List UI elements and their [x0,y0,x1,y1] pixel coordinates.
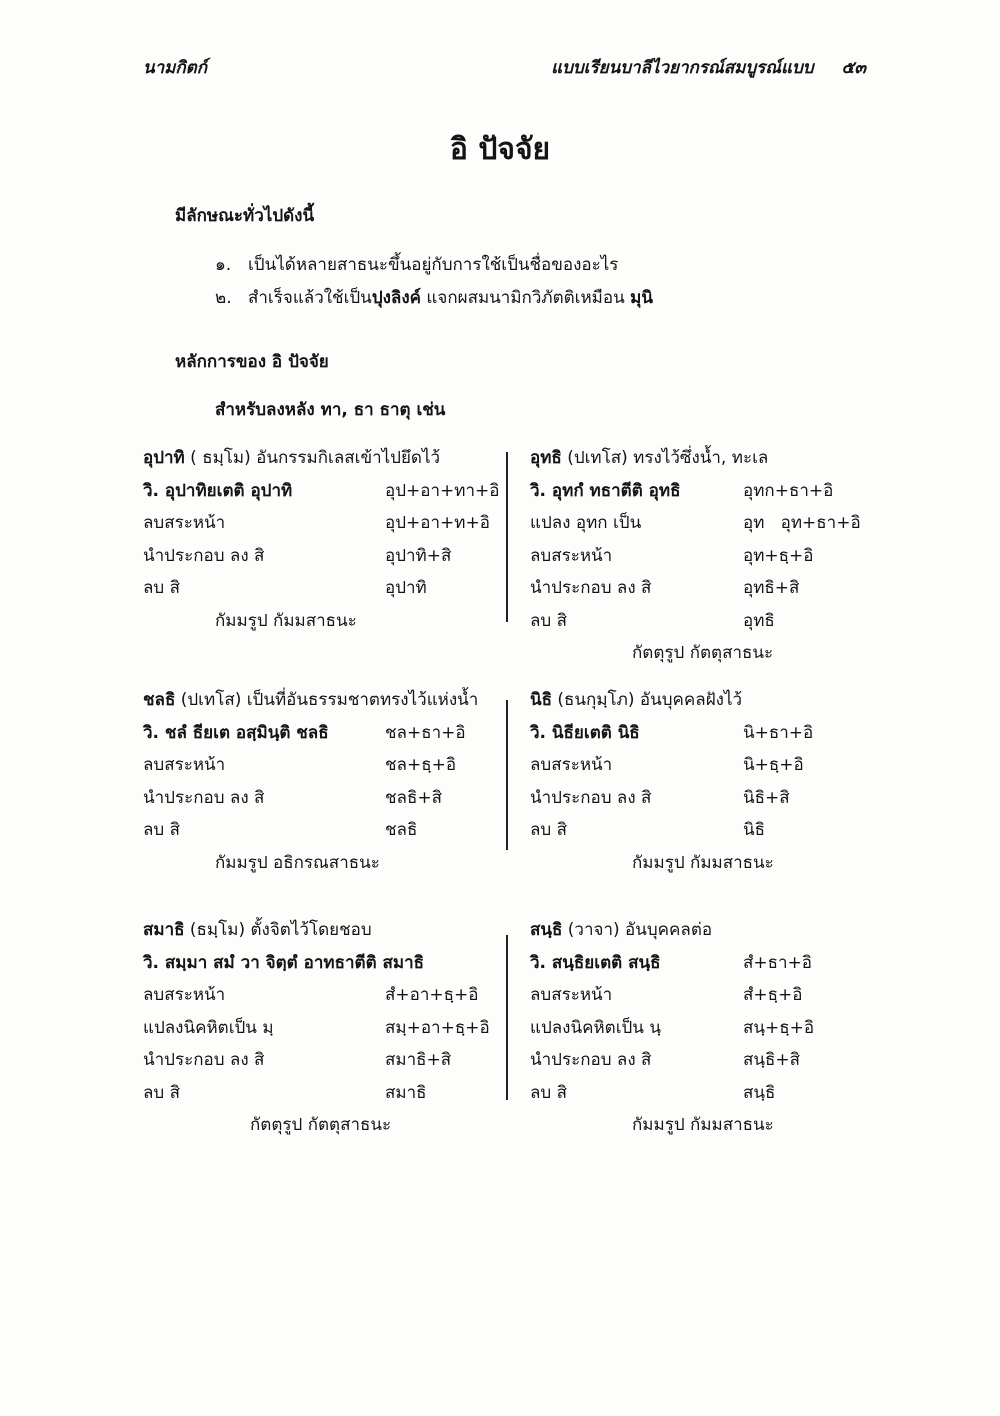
derivation-value: อุป+อา+ทา+อิ [385,480,500,501]
derivation-label: วิ. ชลํ ธียเต อสฺมินฺติ ชลธิ [143,722,329,743]
example-gloss: ( ธมฺโม) อันกรรมกิเลสเข้าไปยึดไว้ [190,448,441,468]
derivation-row [530,1077,814,1110]
derivation-row [530,540,861,573]
example-heading [143,684,478,717]
example-gloss: (ธมฺโม) ตั้งจิตไว้โดยชอบ [189,920,372,940]
item-term-bold: มุนิ [630,288,653,308]
example-heading [143,914,490,947]
derivation-label: แปลงนิคหิตเป็น มฺ [143,1017,274,1038]
characteristic-item [215,282,653,315]
example-block [530,914,814,1142]
derivation-row [143,749,478,782]
form-label: กัมมรูป กัมมสาธนะ [632,1115,774,1135]
derivation-label: วิ. สมฺมา สมํ วา จิตฺตํ อาทธาตีติ สมาธิ [143,952,425,973]
principles-subheading: สำหรับลงหลัง ทา, ธา ธาตุ เช่น [215,400,446,420]
example-block [143,914,490,1142]
derivation-label: ลบสระหน้า [530,755,613,775]
derivation-label: ลบสระหน้า [143,513,226,533]
derivation-label: ลบ สิ [143,1082,180,1103]
characteristic-item [215,249,618,282]
derivation-value: สนฺธิ+สิ [743,1050,800,1070]
example-heading [530,684,813,717]
page-title: อิ ปัจจัย [449,132,551,167]
derivation-value: ชลธิ [385,820,418,840]
header-chapter: นามกิตก์ [143,58,207,78]
example-heading [530,442,861,475]
derivation-label: นำประกอบ ลง สิ [530,1050,652,1070]
derivation-label: ลบ สิ [530,820,567,840]
example-word: อุปาทิ [143,448,185,468]
derivation-value: สนฺธิ [743,1082,776,1103]
derivation-label: ลบ สิ [143,578,180,598]
example-word: อุทธิ [530,448,562,468]
derivation-label: นำประกอบ ลง สิ [143,1050,265,1070]
characteristics-heading: มีลักษณะทั่วไปดังนี้ [175,206,315,226]
item-number: ๑. [215,255,232,275]
derivation-label: วิ. สนฺธิยเตติ สนฺธิ [530,952,661,973]
derivation-value: ชล+ธา+อิ [385,722,466,743]
example-word: นิธิ [530,690,552,710]
form-label: กัตตุรูป กัตตุสาธนะ [632,643,774,663]
derivation-label: นำประกอบ ลง สิ [143,787,265,808]
derivation-value: อุทก+ธา+อิ [743,480,834,501]
derivation-value: อุท+ธฺ+อิ [743,545,814,566]
derivation-row [530,475,861,508]
derivation-value: นิธิ [743,820,765,840]
derivation-row [143,572,499,605]
form-label: กัมมรูป อธิกรณสาธนะ [215,852,380,873]
derivation-row [530,717,813,750]
column-divider [506,700,508,850]
example-gloss: (ปเทโส) ทรงไว้ซึ่งน้ำ, ทะเล [567,448,769,468]
derivation-label: ลบสระหน้า [143,985,226,1005]
example-word: ชลธิ [143,690,176,710]
derivation-label: แปลง อุทก เป็น [530,513,642,533]
derivation-value: นิธิ+สิ [743,787,790,808]
derivation-value: สมฺ+อา+ธฺ+อิ [385,1017,490,1038]
derivation-row [143,947,490,980]
derivation-row [530,605,861,638]
example-block [143,684,478,879]
derivation-row [530,979,814,1012]
header-book-title: แบบเรียนบาลีไวยากรณ์สมบูรณ์แบบ [551,58,814,78]
derivation-row [143,979,490,1012]
derivation-row [530,782,813,815]
derivation-label: ลบสระหน้า [530,985,613,1005]
derivation-value: อุท อุท+ธา+อิ [743,513,861,533]
item-term-bold: ปุงลิงค์ [371,288,421,308]
example-block [530,684,813,879]
derivation-value: สํ+ธฺ+อิ [743,985,803,1005]
example-block [143,442,499,637]
derivation-label: นำประกอบ ลง สิ [143,545,265,566]
derivation-row [530,814,813,847]
form-label: กัตตุรูป กัตตุสาธนะ [250,1115,392,1135]
derivation-row [143,475,499,508]
derivation-row [530,749,813,782]
derivation-value: ชล+ธฺ+อิ [385,755,457,775]
derivation-label: แปลงนิคหิตเป็น นฺ [530,1017,661,1038]
item-number: ๒. [215,288,232,308]
derivation-row [143,782,478,815]
item-text: สำเร็จแล้วใช้เป็น [248,288,372,308]
derivation-value: อุปาทิ+สิ [385,545,452,566]
derivation-label: วิ. อุปาทิยเตติ อุปาทิ [143,480,293,501]
derivation-label: ลบสระหน้า [143,755,226,775]
form-label: กัมมรูป กัมมสาธนะ [632,852,774,873]
derivation-row [530,947,814,980]
derivation-label: นำประกอบ ลง สิ [530,787,652,808]
derivation-value: อุป+อา+ท+อิ [385,513,490,533]
derivation-value: สํ+ธา+อิ [743,952,812,973]
derivation-value: นิ+ธฺ+อิ [743,755,804,775]
derivation-row [143,1044,490,1077]
example-heading [143,442,499,475]
derivation-label: ลบ สิ [530,1082,567,1103]
column-divider [506,935,508,1100]
derivation-label: ลบ สิ [143,820,180,840]
derivation-row [143,540,499,573]
derivation-value: สมาธิ [385,1082,427,1103]
form-label: กัมมรูป กัมมสาธนะ [215,610,357,631]
page-number: ๕๓ [841,58,866,78]
example-heading [530,914,814,947]
example-word: สนฺธิ [530,920,563,940]
example-gloss: (วาจา) อันบุคคลต่อ [567,920,713,940]
example-word: สมาธิ [143,920,185,940]
derivation-label: วิ. นิธียเตติ นิธิ [530,722,640,743]
derivation-value: ชลธิ+สิ [385,787,442,808]
derivation-value: อุทธิ [743,610,775,631]
derivation-row [143,1077,490,1110]
derivation-value: นิ+ธา+อิ [743,722,814,743]
principles-heading: หลักการของ อิ ปัจจัย [175,352,329,372]
page-header-right [551,56,866,80]
derivation-label: ลบสระหน้า [530,545,613,566]
example-gloss: (ธนกุมฺโภ) อันบุคคลฝังไว้ [557,690,743,710]
derivation-label: ลบ สิ [530,610,567,631]
derivation-row [530,507,861,540]
column-divider [506,452,508,622]
example-gloss: (ปเทโส) เป็นที่อันธรรมชาตทรงไว้แห่งน้ำ [180,690,479,710]
derivation-value: สํ+อา+ธฺ+อิ [385,985,479,1005]
derivation-row [143,1012,490,1045]
derivation-row [530,572,861,605]
example-block [530,442,861,670]
item-text: แจกผสมนามิกวิภัตติเหมือน [426,288,625,308]
derivation-value: สนฺ+ธฺ+อิ [743,1017,815,1038]
derivation-row [530,1012,814,1045]
derivation-row [143,814,478,847]
derivation-label: นำประกอบ ลง สิ [530,578,652,598]
derivation-label: วิ. อุทกํ ทธาตีติ อุทธิ [530,480,681,501]
derivation-value: อุทธิ+สิ [743,578,800,598]
derivation-row [530,1044,814,1077]
derivation-value: อุปาทิ [385,578,427,598]
derivation-row [143,507,499,540]
derivation-value: สมาธิ+สิ [385,1050,452,1070]
derivation-row [143,717,478,750]
item-text: เป็นได้หลายสาธนะขึ้นอยู่กับการใช้เป็นชื่อของอะไร [248,255,619,275]
